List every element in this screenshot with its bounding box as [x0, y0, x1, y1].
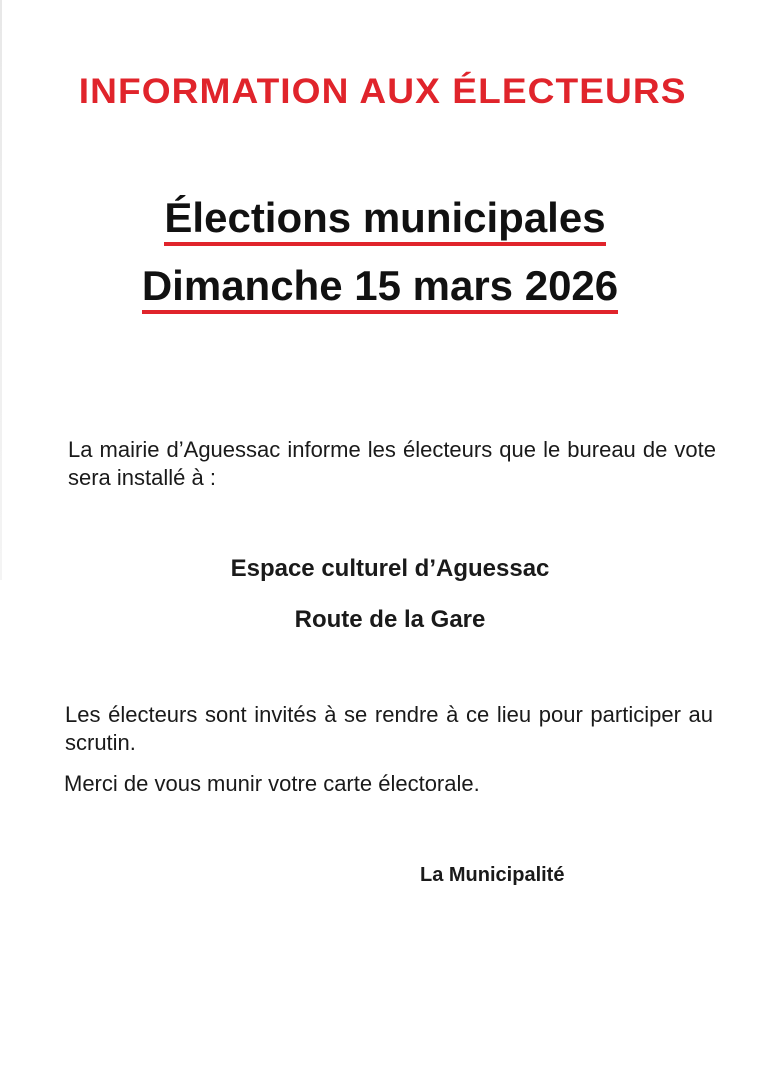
- headline-date-text: Dimanche 15 mars 2026: [142, 264, 618, 314]
- reminder-paragraph: Merci de vous munir votre carte électorale.: [64, 771, 480, 796]
- headline-election-text: Élections municipales: [164, 196, 605, 246]
- headline-election: [0, 194, 768, 246]
- venue-name: Espace culturel d’Aguessac: [230, 555, 550, 582]
- invitation-paragraph: Les électeurs sont invités à se rendre à ce lieu pour participer au scrutin.: [65, 702, 713, 755]
- signature: La Municipalité: [420, 864, 565, 886]
- notice-header: [0, 72, 768, 112]
- venue-address: Route de la Gare: [294, 606, 486, 633]
- notice-header-text: INFORMATION AUX ÉLECTEURS: [79, 72, 687, 111]
- headline-date: [0, 262, 768, 314]
- intro-paragraph: La mairie d’Aguessac informe les électeurs que le bureau de vote sera installé à :: [68, 437, 716, 490]
